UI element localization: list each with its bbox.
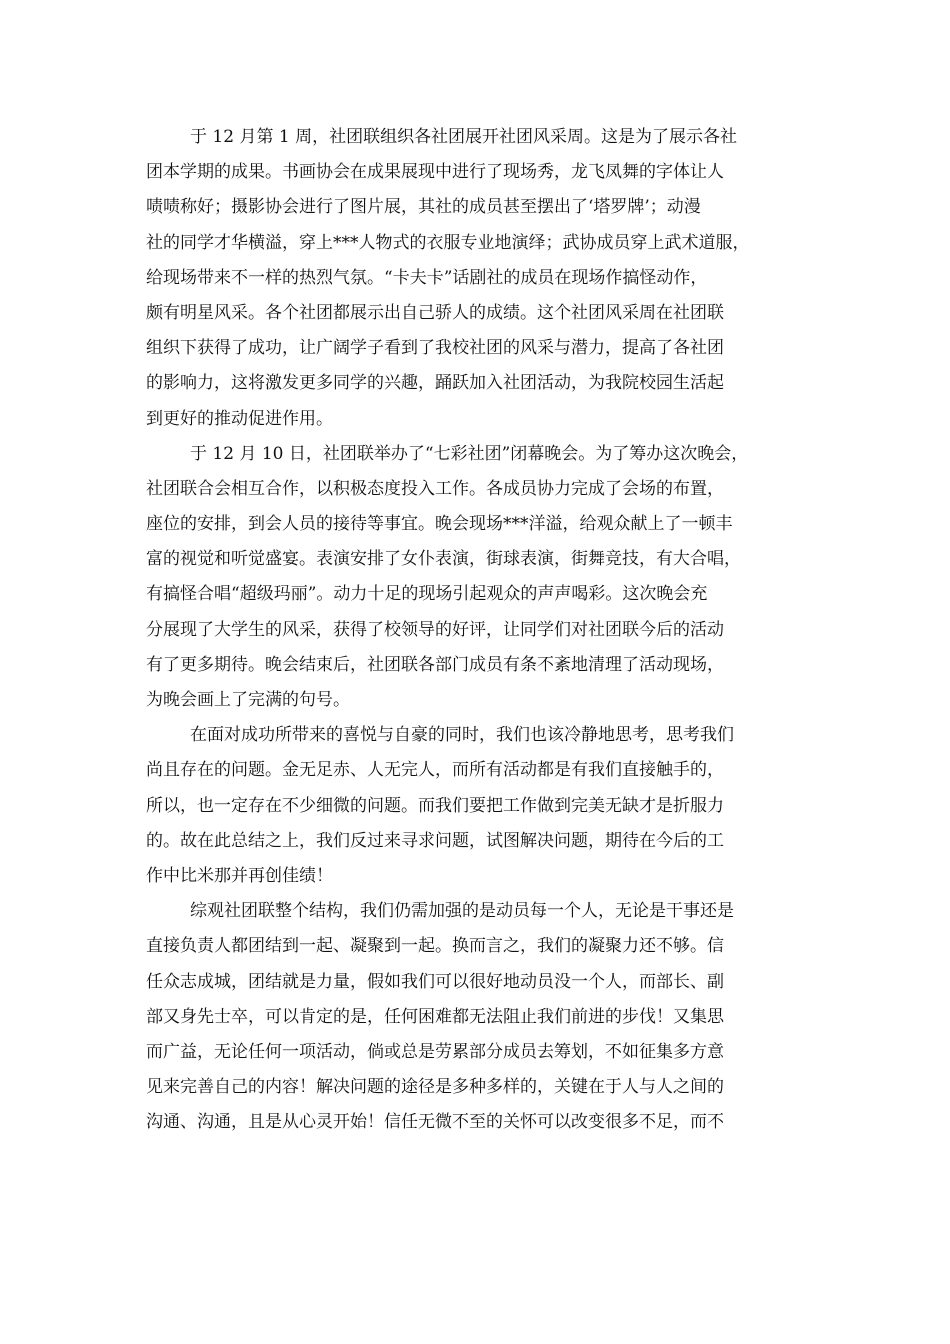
text-line: 于 12 月 10 日，社团联举办了“七彩社团”闭幕晚会。为了筹办这次晚会， xyxy=(190,443,749,464)
text-line: 在面对成功所带来的喜悦与自豪的同时，我们也该冷静地思考，思考我们 xyxy=(190,725,734,746)
paragraph-2 xyxy=(146,437,806,719)
text-line: 沟通、沟通，且是从心灵开始！信任无微不至的关怀可以改变很多不足，而不 xyxy=(146,1112,724,1133)
text-line: 为晚会画上了完满的句号。 xyxy=(146,690,350,710)
text-line: 的。故在此总结之上，我们反过来寻求问题，试图解决问题，期待在今后的工 xyxy=(146,830,724,851)
text-line: 作中比米那并再创佳绩！ xyxy=(146,865,333,886)
paragraph-1 xyxy=(146,120,806,437)
text-line: 颇有明星风采。各个社团都展示出自己骄人的成绩。这个社团风采周在社团联 xyxy=(146,302,724,323)
text-line: 见来完善自己的内容！解决问题的途径是多种多样的，关键在于人与人之间的 xyxy=(146,1077,724,1098)
text-line: 综观社团联整个结构，我们仍需加强的是动员每一个人，无论是干事还是 xyxy=(190,901,734,922)
text-line: 的影响力，这将激发更多同学的兴趣，踊跃加入社团活动，为我院校园生活起 xyxy=(146,373,724,394)
text-line: 社团联合会相互合作，以积极态度投入工作。各成员协力完成了会场的布置， xyxy=(146,478,724,499)
text-line: 有搞怪合唱“超级玛丽”。动力十足的现场引起观众的声声喝彩。这次晚会充 xyxy=(146,584,708,605)
text-line: 直接负责人都团结到一起、凝聚到一起。换而言之，我们的凝聚力还不够。信 xyxy=(146,936,724,957)
text-line: 富的视觉和听觉盛宴。表演安排了女仆表演，街球表演，街舞竞技，有大合唱， xyxy=(146,549,741,570)
paragraph-4 xyxy=(146,894,806,1140)
text-line: 任众志成城，团结就是力量，假如我们可以很好地动员没一个人，而部长、副 xyxy=(146,971,724,992)
text-line: 组织下获得了成功，让广阔学子看到了我校社团的风采与潜力，提高了各社团 xyxy=(146,338,724,359)
text-line: 所以，也一定存在不少细微的问题。而我们要把工作做到完美无缺才是折服力 xyxy=(146,795,724,816)
text-line: 啧啧称好；摄影协会进行了图片展，其社的成员甚至摆出了‘塔罗牌’；动漫 xyxy=(146,197,701,218)
text-line: 分展现了大学生的风采，获得了校领导的好评，让同学们对社团联今后的活动 xyxy=(146,619,724,640)
text-line: 于 12 月第 1 周，社团联组织各社团展开社团风采周。这是为了展示各社 xyxy=(190,127,738,147)
text-line: 社的同学才华横溢，穿上***人物式的衣服专业地演绎；武协成员穿上武术道服， xyxy=(146,232,750,253)
text-line: 部又身先士卒，可以肯定的是，任何困难都无法阻止我们前进的步伐！又集思 xyxy=(146,1006,724,1027)
text-line: 有了更多期待。晚会结束后，社团联各部门成员有条不紊地清理了活动现场， xyxy=(146,654,724,675)
text-line: 座位的安排，到会人员的接待等事宜。晚会现场***洋溢，给观众献上了一顿丰 xyxy=(146,514,733,535)
text-line: 给现场带来不一样的热烈气氛。“卡夫卡”话剧社的成员在现场作搞怪动作， xyxy=(146,267,708,288)
text-line: 尚且存在的问题。金无足赤、人无完人，而所有活动都是有我们直接触手的， xyxy=(146,760,724,781)
paragraph-3 xyxy=(146,718,806,894)
text-line: 团本学期的成果。书画协会在成果展现中进行了现场秀，龙飞凤舞的字体让人 xyxy=(146,162,724,183)
document-page xyxy=(146,120,806,1140)
text-line: 而广益，无论任何一项活动，倘或总是劳累部分成员去筹划，不如征集多方意 xyxy=(146,1041,724,1062)
text-line: 到更好的推动促进作用。 xyxy=(146,408,333,429)
